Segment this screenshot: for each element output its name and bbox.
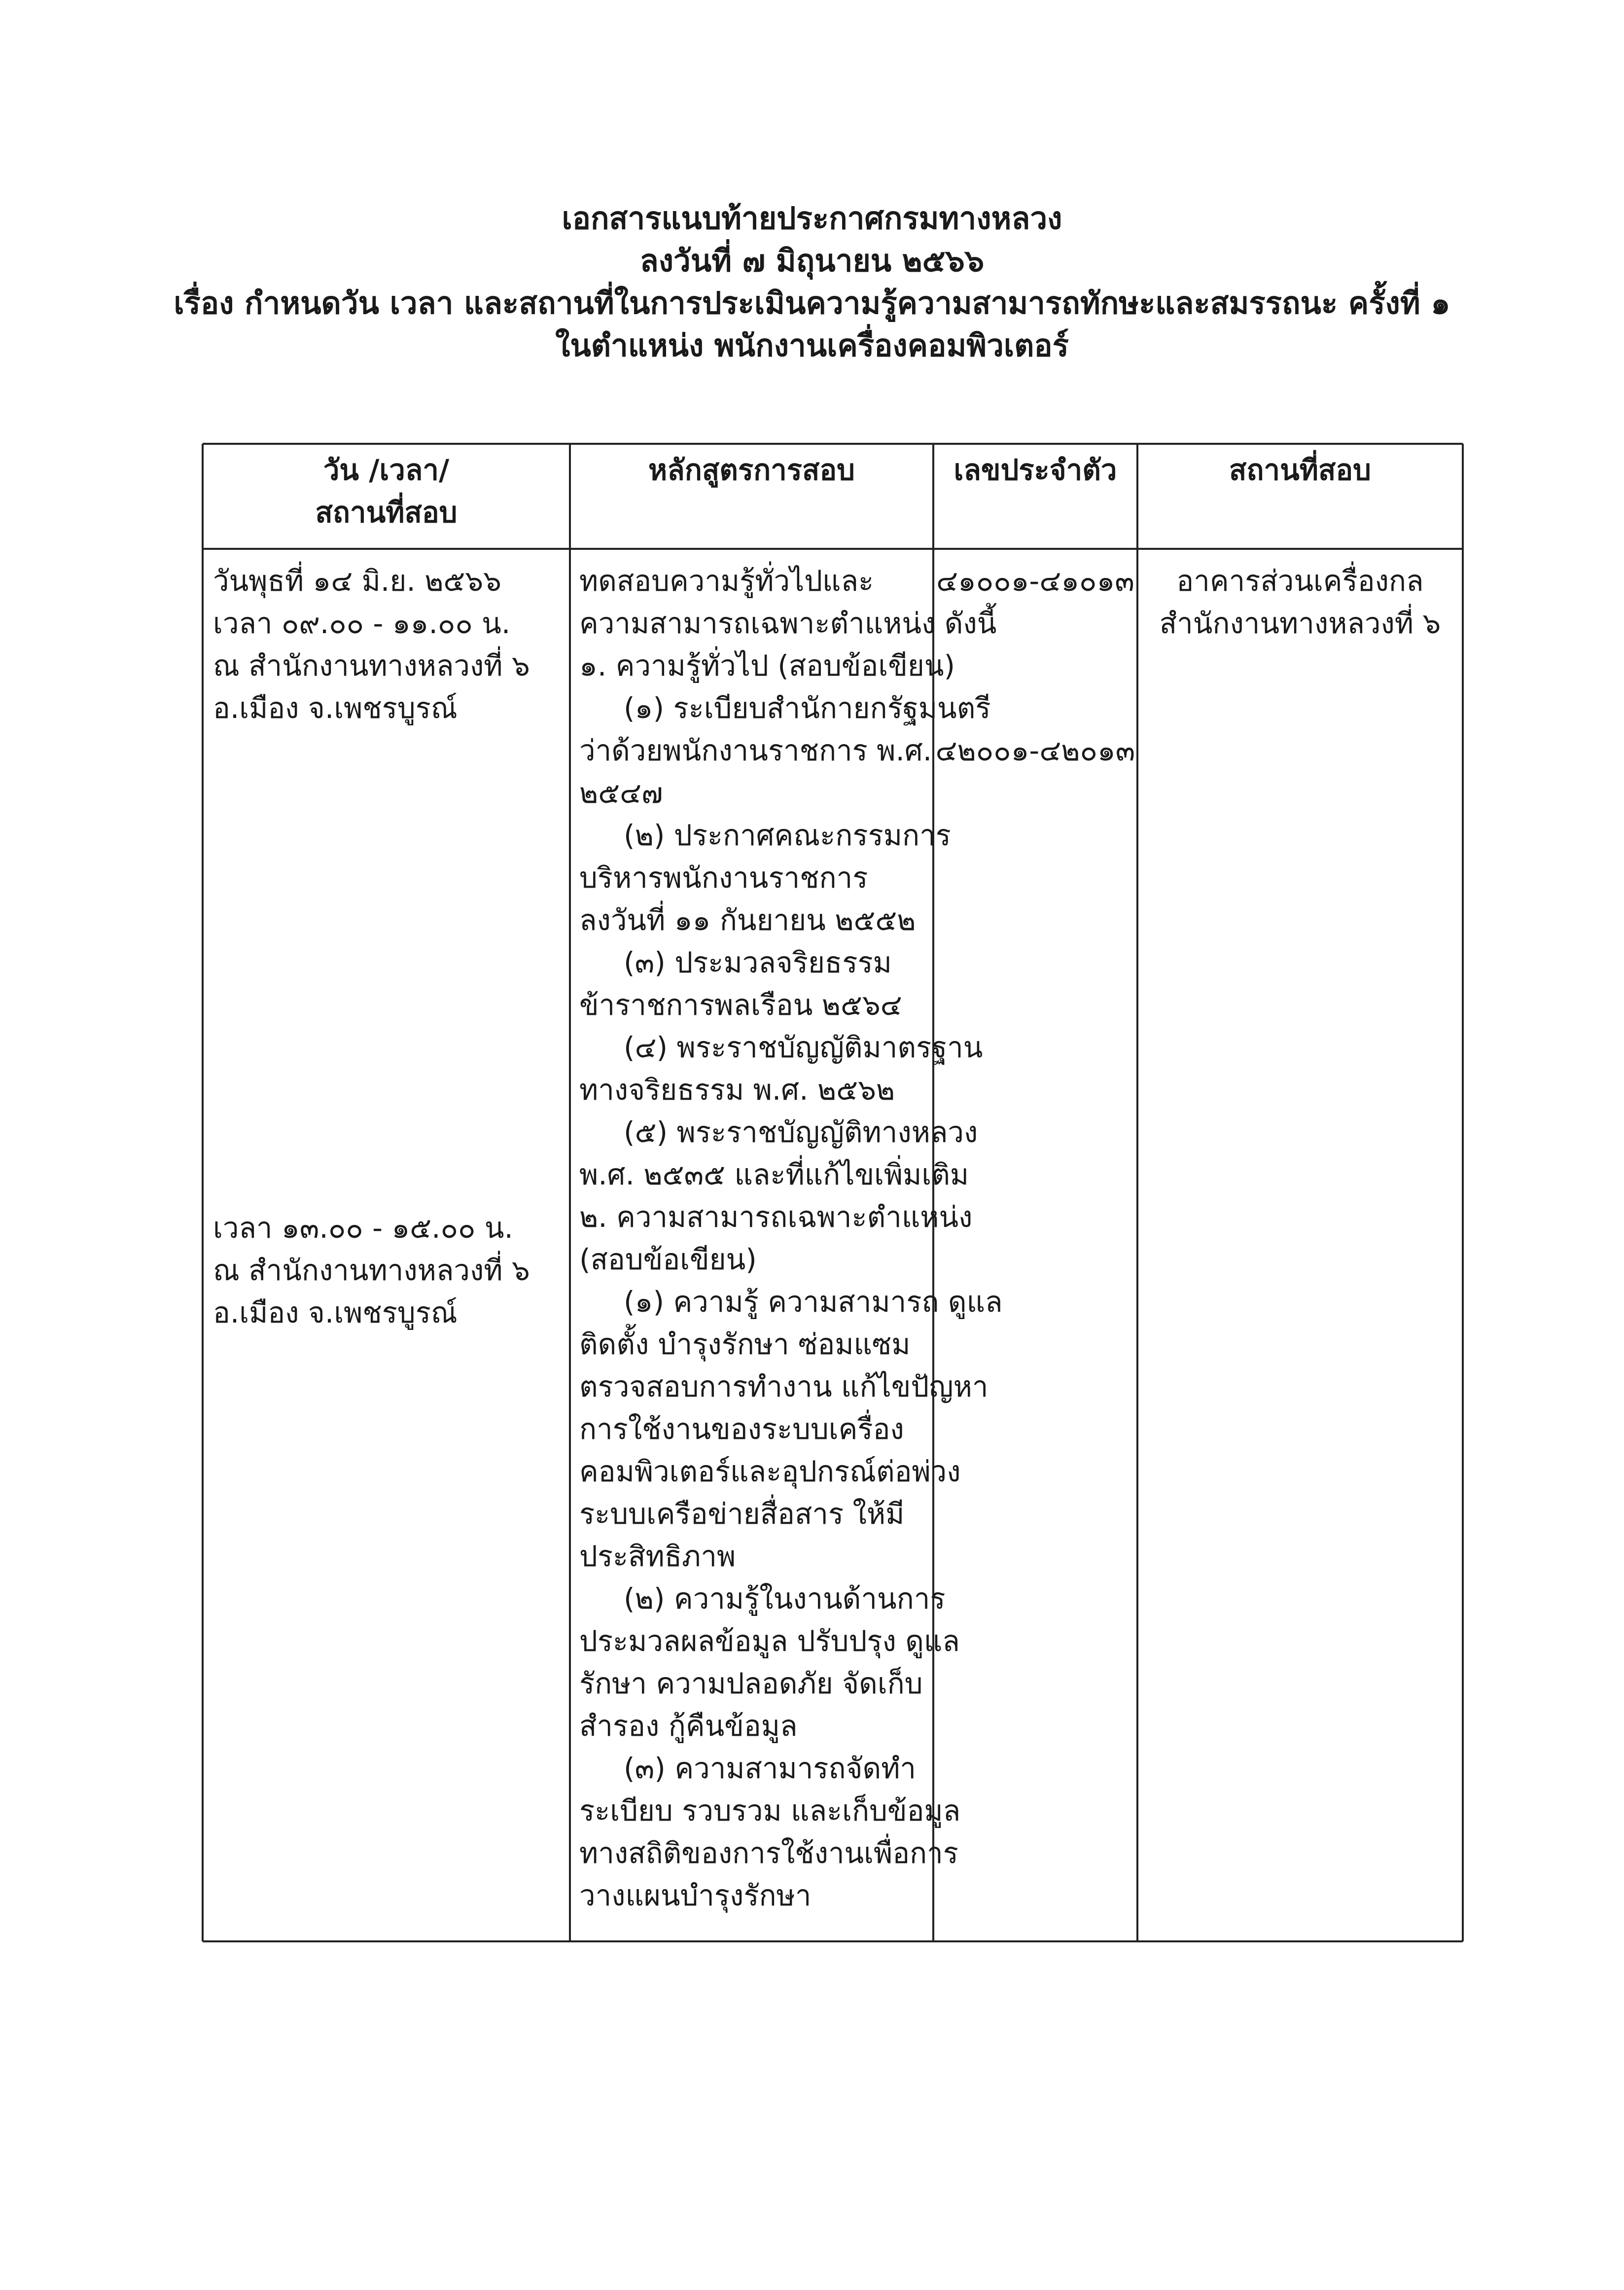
header-date: ลงวันที่ ๗ มิถุนายน ๒๕๖๖	[639, 243, 985, 279]
header-datetime-line2: สถานที่สอบ	[315, 496, 458, 529]
curriculum-line: ตรวจสอบการทำงาน แก้ไขปัญหา	[579, 1370, 989, 1403]
session-morning	[213, 560, 530, 729]
curriculum-line: ลงวันที่ ๑๑ กันยายน ๒๕๕๒	[579, 903, 916, 937]
session-morning-date: วันพุธที่ ๑๔ มิ.ย. ๒๕๖๖	[213, 564, 501, 598]
header-cell-exam-venue: สถานที่สอบ	[1229, 453, 1372, 487]
curriculum-line: ระบบเครือข่ายสื่อสาร ให้มี	[579, 1497, 905, 1531]
id-range-1: ๔๑๐๐๑-๔๑๐๑๓	[936, 564, 1134, 598]
curriculum-line: ๒๕๔๗	[579, 776, 663, 810]
curriculum-line: คอมพิวเตอร์และอุปกรณ์ต่อพ่วง	[579, 1455, 961, 1488]
curriculum-line: บริหารพนักงานราชการ	[579, 861, 868, 895]
curriculum-line: ทดสอบความรู้ทั่วไปและ	[579, 564, 874, 598]
header-title: เอกสารแนบท้ายประกาศกรมทางหลวง	[562, 200, 1062, 236]
session-afternoon-time: เวลา ๑๓.๐๐ - ๑๕.๐๐ น.	[213, 1211, 513, 1245]
session-afternoon	[213, 1207, 530, 1334]
curriculum-line: รักษา ความปลอดภัย จัดเก็บ	[579, 1667, 923, 1700]
curriculum-line: (สอบข้อเขียน)	[579, 1243, 757, 1276]
curriculum-line: การใช้งานของระบบเครื่อง	[579, 1412, 904, 1446]
curriculum-line: ติดตั้ง บำรุงรักษา ซ่อมแซม	[579, 1327, 911, 1361]
curriculum-line: (๒) ความรู้ในงานด้านการ	[624, 1582, 946, 1615]
curriculum-line: (๓) ประมวลจริยธรรม	[624, 946, 892, 979]
curriculum-line: ระเบียบ รวบรวม และเก็บข้อมูล	[579, 1794, 961, 1827]
header-cell-datetime	[203, 449, 570, 534]
curriculum-line: (๑) ความรู้ ความสามารถ ดูแล	[624, 1285, 1003, 1319]
curriculum-line: ๒. ความสามารถเฉพาะตำแหน่ง	[579, 1200, 973, 1234]
session-morning-time: เวลา ๐๙.๐๐ - ๑๑.๐๐ น.	[213, 607, 511, 640]
header-subject: เรื่อง กำหนดวัน เวลา และสถานที่ในการประเมินความรู้ความสามารถทักษะและสมรรถนะ ครั้งที่ ๑	[174, 285, 1450, 321]
curriculum-line: (๕) พระราชบัญญัติทางหลวง	[624, 1115, 978, 1149]
header-cell-curriculum: หลักสูตรการสอบ	[648, 453, 855, 487]
header-cell-id-number: เลขประจำตัว	[953, 453, 1117, 487]
curriculum-line: ประสิทธิภาพ	[579, 1539, 736, 1573]
curriculum-line: (๒) ประกาศคณะกรรมการ	[624, 819, 951, 852]
exam-venue	[1137, 560, 1463, 644]
curriculum-list	[579, 560, 1003, 1935]
curriculum-line: พ.ศ. ๒๕๓๕ และที่แก้ไขเพิ่มเติม	[579, 1158, 969, 1191]
curriculum-line: ข้าราชการพลเรือน ๒๕๖๔	[579, 988, 902, 1022]
exam-venue-office: สำนักงานทางหลวงที่ ๖	[1159, 607, 1441, 640]
curriculum-line: ประมวลผลข้อมูล ปรับปรุง ดูแล	[579, 1624, 960, 1658]
curriculum-line: (๑) ระเบียบสำนักายกรัฐมนตรี	[624, 691, 991, 725]
id-range-2: ๔๒๐๐๑-๔๒๐๑๓	[935, 734, 1135, 767]
curriculum-line: สำรอง กู้คืนข้อมูล	[579, 1709, 798, 1743]
curriculum-line: วางแผนบำรุงรักษา	[579, 1879, 812, 1912]
curriculum-line: ทางสถิติของการใช้งานเพื่อการ	[579, 1836, 958, 1870]
header-position: ในตำแหน่ง พนักงานเครื่องคอมพิวเตอร์	[555, 327, 1069, 363]
session-afternoon-district: อ.เมือง จ.เพชรบูรณ์	[213, 1296, 458, 1329]
exam-venue-building: อาคารส่วนเครื่องกล	[1176, 564, 1424, 598]
session-morning-district: อ.เมือง จ.เพชรบูรณ์	[213, 691, 458, 725]
session-morning-office: ณ สำนักงานทางหลวงที่ ๖	[213, 649, 530, 682]
header-datetime-line1: วัน /เวลา/	[323, 453, 450, 487]
curriculum-line: (๓) ความสามารถจัดทำ	[624, 1752, 916, 1785]
curriculum-line: ว่าด้วยพนักงานราชการ พ.ศ.	[579, 734, 932, 767]
curriculum-line: ความสามารถเฉพาะตำแหน่ง ดังนี้	[579, 607, 997, 640]
curriculum-line: ๑. ความรู้ทั่วไป (สอบข้อเขียน)	[579, 649, 955, 682]
curriculum-line: ทางจริยธรรม พ.ศ. ๒๕๖๒	[579, 1073, 895, 1107]
session-afternoon-office: ณ สำนักงานทางหลวงที่ ๖	[213, 1253, 530, 1287]
curriculum-line: (๔) พระราชบัญญัติมาตรฐาน	[624, 1031, 983, 1064]
